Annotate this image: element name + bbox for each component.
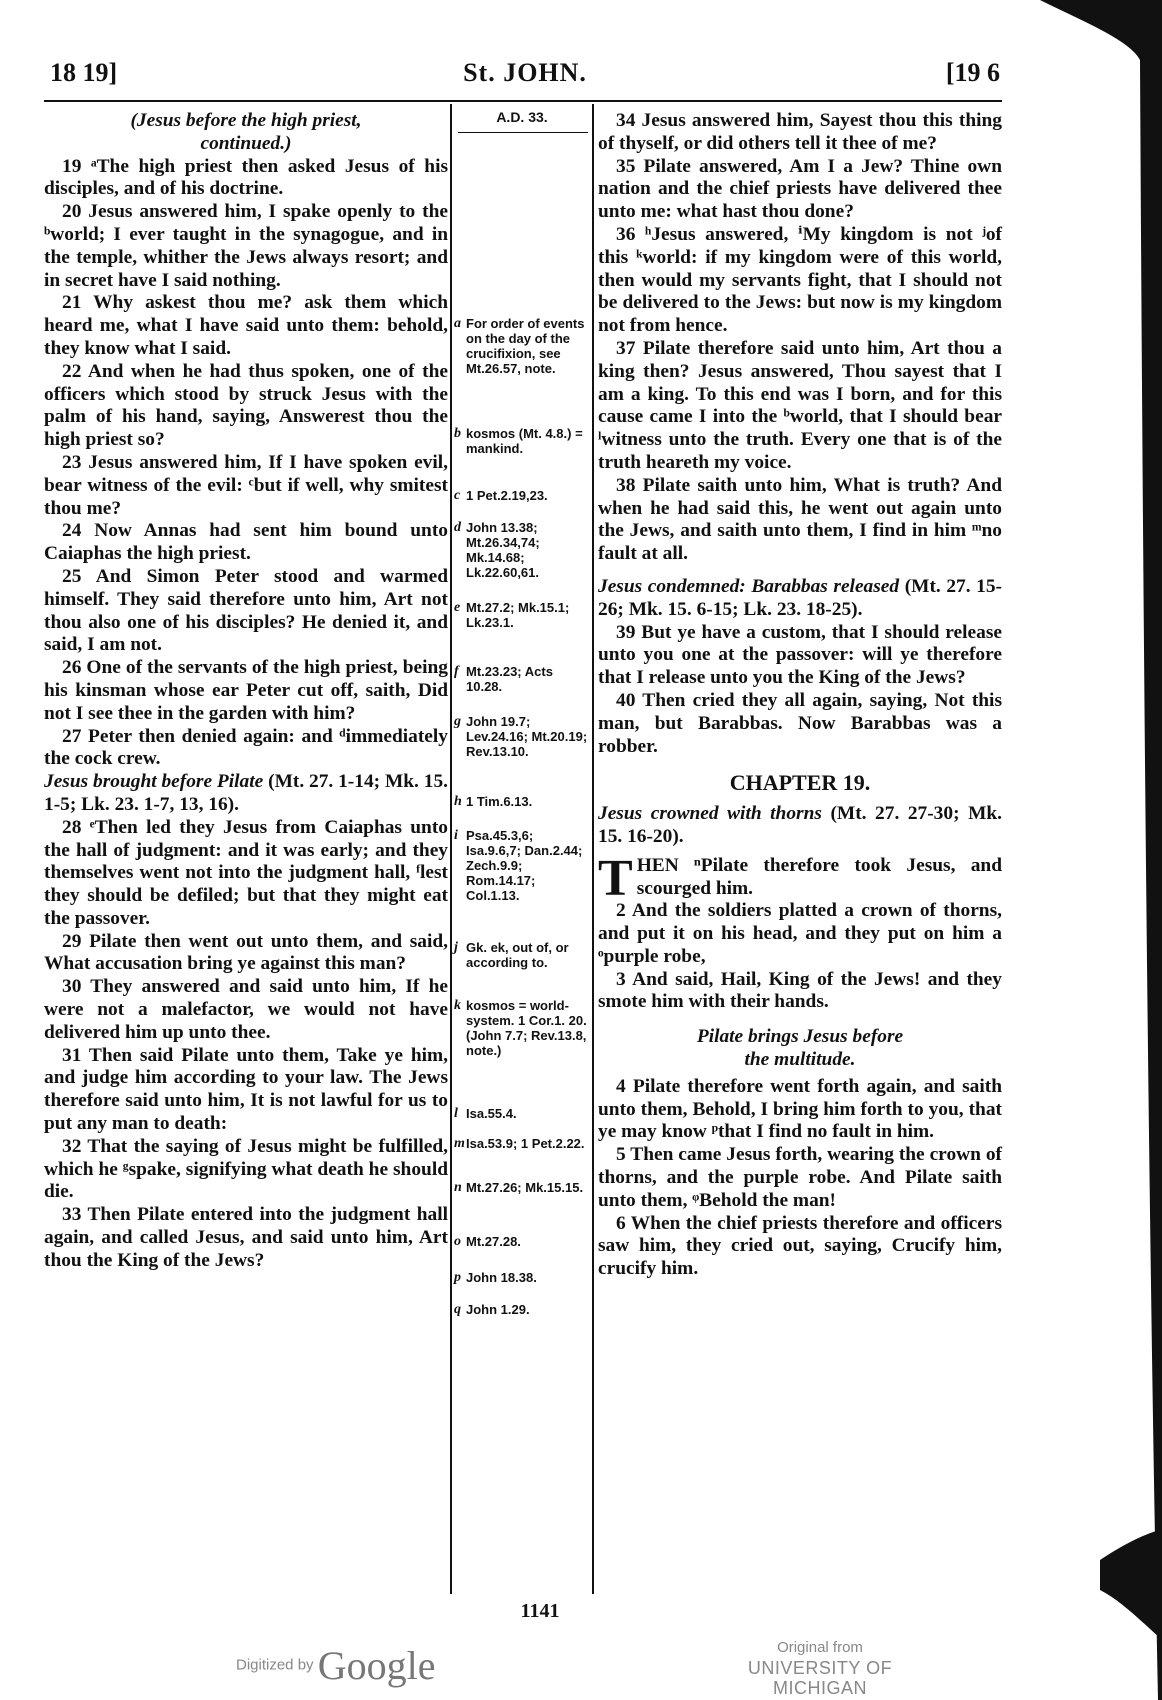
note-letter: k [454, 998, 461, 1013]
note-letter: j [454, 940, 458, 955]
note-letter: f [454, 664, 459, 679]
note-text: kosmos (Mt. 4.8.) = mankind. [466, 426, 583, 456]
verse-37: 37 Pilate therefore said unto him, Art thou a king then? Jesus answered, Thou sayest that I am a king. To this end was I born, and for this cause came I into the ᵇworld, that I should bear ˡwitness unto the truth. Every one that is of the truth heareth my voice. [598, 337, 1002, 473]
verse-1 [598, 849, 1002, 907]
note-text: Isa.55.4. [466, 1106, 517, 1121]
note-text: Gk. ek, out of, or according to. [466, 940, 569, 970]
margin-note [454, 998, 590, 1058]
binding-edge-shadow [1040, 0, 1162, 1700]
note-text: Mt.27.28. [466, 1234, 521, 1249]
page-number: 1141 [520, 1600, 560, 1622]
note-letter: d [454, 520, 461, 535]
verse-22: 22 And when he had thus spoken, one of the officers which stood by struck Jesus with the palm of his hand, saying, Answerest thou the high priest so? [44, 360, 448, 451]
note-letter: p [454, 1270, 461, 1285]
margin-note [454, 1136, 590, 1151]
continued-heading: (Jesus before the high priest, [130, 110, 362, 131]
note-text: 1 Pet.2.19,23. [466, 488, 548, 503]
note-text: Psa.45.3,6; Isa.9.6,7; Dan.2.44; Zech.9.9; Rom.14.17; Col.1.13. [466, 828, 583, 903]
note-letter: m [454, 1136, 465, 1151]
verse-28: 28 ᵉThen led they Jesus from Caiaphas unto the hall of judgment: and it was early; and they themselves went not into the judgment hall, ᶠlest they should be defiled; but that they might eat the passover. [44, 816, 448, 929]
note-text: John 19.7; Lev.24.16; Mt.20.19; Rev.13.10. [466, 714, 588, 759]
margin-note [454, 1180, 590, 1195]
verse-5: 5 Then came Jesus forth, wearing the crown of thorns, and the purple robe. And Pilate saith unto them, ᵠBehold the man! [598, 1144, 1002, 1211]
note-letter: n [454, 1180, 462, 1195]
verse-25: 25 And Simon Peter stood and warmed himself. They said therefore unto him, Art not thou also one of his disciples? He denied it, and said, I am not. [44, 565, 448, 656]
note-letter: o [454, 1234, 461, 1249]
note-text: John 18.38. [466, 1270, 537, 1285]
verse-23: 23 Jesus answered him, If I have spoken evil, bear witness of the evil: ᶜbut if well, why smitest thou me? [44, 451, 448, 519]
note-letter: h [454, 794, 462, 809]
note-letter: b [454, 426, 461, 441]
margin-note [454, 828, 590, 903]
verse-20: 20 Jesus answered him, I spake openly to the ᵇworld; I ever taught in the synagogue, and in the temple, whither the Jews always resort; and in secret have I said nothing. [44, 201, 448, 291]
google-logo: Google [317, 1643, 436, 1688]
column-rule-right [592, 104, 594, 1594]
verse-38: 38 Pilate saith unto him, What is truth? And when he had said this, he went out again unto the Jews, and saith unto them, I find in him ᵐno fault at all. [598, 474, 1002, 565]
section-heading-reference: (Mt. 27. 15-26; Mk. 15. 6-15; Lk. 23. 18-25). [598, 575, 1002, 620]
verse-39: 39 But ye have a custom, that I should release unto you one at the passover: will ye therefore that I release unto you the King of the Jews? [598, 621, 1002, 689]
verse-21: 21 Why askest thou me? ask them which heard me, what I have said unto them: behold, they know what I said. [44, 292, 448, 359]
note-letter: i [454, 828, 458, 843]
header-chapter-range-right: [19 6 [945, 58, 1000, 87]
page-header [50, 58, 1000, 98]
note-text: 1 Tim.6.13. [466, 794, 533, 809]
verse-40: 40 Then cried they all again, saying, Not this man, but Barabbas. Now Barabbas was a robber. [598, 689, 1002, 757]
section-heading-condemned [598, 576, 1002, 622]
note-text: Mt.27.2; Mk.15.1; Lk.23.1. [466, 600, 570, 630]
original-from-label: Original from [777, 1639, 863, 1656]
right-text-column [598, 110, 1002, 1281]
margin-note [454, 488, 590, 503]
verse-27: 27 Peter then denied again: and ᵈimmediately the cock crew. [44, 725, 448, 770]
note-text: For order of events on the day of the crucifixion, see Mt.26.57, note. [466, 316, 585, 376]
section-heading-text: Jesus brought before Pilate [44, 771, 264, 793]
note-letter: q [454, 1302, 461, 1317]
verse-33: 33 Then Pilate entered into the judgment hall again, and called Jesus, and said unto him, Art thou the King of the Jews? [44, 1204, 448, 1271]
margin-note [454, 600, 590, 630]
verse-35: 35 Pilate answered, Am I a Jew? Thine own nation and the chief priests have delivered thee unto me: what hast thou done? [598, 155, 1002, 223]
header-chapter-range-left: 18 19] [50, 58, 118, 87]
verse-1-text: HEN ⁿPilate therefore took Jesus, and scourged him. [636, 854, 1002, 899]
verse-34: 34 Jesus answered him, Sayest thou this thing of thyself, or did others tell it thee of me? [598, 110, 1002, 154]
verse-2: 2 And the soldiers platted a crown of thorns, and put it on his head, and they put on him a ᵒpurple robe, [598, 900, 1002, 967]
note-text: John 13.38; Mt.26.34,74; Mk.14.68; Lk.22.60,61. [466, 520, 540, 580]
header-book-title: St. JOHN. [463, 58, 587, 87]
margin-note [454, 316, 590, 376]
note-letter: g [454, 714, 461, 729]
verse-19: 19 ᵃThe high priest then asked Jesus of his disciples, and of his doctrine. [44, 155, 448, 200]
year-label: A.D. 33. [496, 109, 548, 125]
digitized-by-watermark [236, 1642, 435, 1689]
note-letter: l [454, 1106, 458, 1121]
verse-36: 36 ʰJesus answered, ⁱMy kingdom is not ʲof this ᵏworld: if my kingdom were of this world, then would my servants fight, that I should not be delivered to the Jews: but now is my kingdom not from hence. [598, 223, 1002, 337]
verse-26: 26 One of the servants of the high priest, being his kinsman whose ear Peter cut off, saith, Did not I see thee in the garden with him? [44, 657, 448, 724]
note-letter: e [454, 600, 461, 615]
note-text: Mt.23.23; Acts 10.28. [466, 664, 553, 694]
header-rule [44, 100, 1002, 102]
margin-note [454, 794, 590, 809]
margin-note [454, 714, 590, 759]
note-text: Isa.53.9; 1 Pet.2.22. [466, 1136, 585, 1151]
margin-note [454, 1270, 590, 1285]
drop-cap: T [598, 849, 633, 907]
note-text: John 1.29. [466, 1302, 530, 1317]
verse-29: 29 Pilate then went out unto them, and said, What accusation bring ye against this man? [44, 930, 448, 975]
section-heading-text: Jesus condemned: Barabbas released [598, 575, 900, 597]
margin-note [454, 664, 590, 694]
margin-note [454, 1234, 590, 1249]
note-text: kosmos = world-system. 1 Cor.1. 20. (John 7.7; Rev.13.8, note.) [466, 998, 587, 1058]
note-text: Mt.27.26; Mk.15.15. [466, 1180, 584, 1195]
section-heading-pilate [44, 771, 448, 817]
column-rule-left [450, 104, 452, 1594]
left-text-column [44, 110, 448, 1273]
margin-note [454, 1106, 590, 1121]
verse-32: 32 That the saying of Jesus might be fulfilled, which he ᵍspake, signifying what death he should die. [44, 1135, 448, 1203]
section-heading-reference: (Mt. 27. 27-30; Mk. 15. 16-20). [598, 803, 1002, 847]
note-letter: c [454, 488, 461, 503]
verse-3: 3 And said, Hail, King of the Jews! and they smote him with their hands. [598, 968, 1002, 1013]
section-heading-multitude-line1: Pilate brings Jesus before [696, 1026, 904, 1048]
continued-subheading: continued.) [200, 132, 292, 154]
digitized-by-label: Digitized by [236, 1656, 314, 1674]
margin-note [454, 940, 590, 970]
margin-note [454, 1302, 590, 1317]
section-heading-text: Jesus crowned with thorns [598, 803, 822, 825]
verse-24: 24 Now Annas had sent him bound unto Caiaphas the high priest. [44, 520, 448, 565]
note-letter: a [454, 316, 461, 331]
section-heading-thorns [598, 803, 1002, 849]
margin-note [454, 426, 590, 456]
margin-note [454, 520, 590, 580]
year-rule [458, 132, 588, 133]
original-from-watermark [700, 1638, 940, 1698]
chapter-heading: CHAPTER 19. [729, 770, 871, 796]
verse-30: 30 They answered and said unto him, If he were not a malefactor, we would not have delivered him up unto thee. [44, 976, 448, 1043]
marginal-notes-column [454, 109, 590, 1317]
university-label: UNIVERSITY OF MICHIGAN [747, 1658, 893, 1698]
section-heading-reference: (Mt. 27. 1-14; Mk. 15. 1-5; Lk. 23. 1-7, 13, 16). [44, 771, 448, 815]
section-heading-multitude-line2: the multitude. [744, 1049, 856, 1071]
verse-31: 31 Then said Pilate unto them, Take ye him, and judge him according to your law. The Jews therefore said unto him, It is not lawful for us to put any man to death: [44, 1044, 448, 1135]
verse-4: 4 Pilate therefore went forth again, and saith unto them, Behold, I bring him forth to you, that ye may know ᵖthat I find no fault in him. [598, 1075, 1002, 1143]
verse-6: 6 When the chief priests therefore and officers saw him, they cried out, saying, Crucify him, crucify him. [598, 1212, 1002, 1280]
